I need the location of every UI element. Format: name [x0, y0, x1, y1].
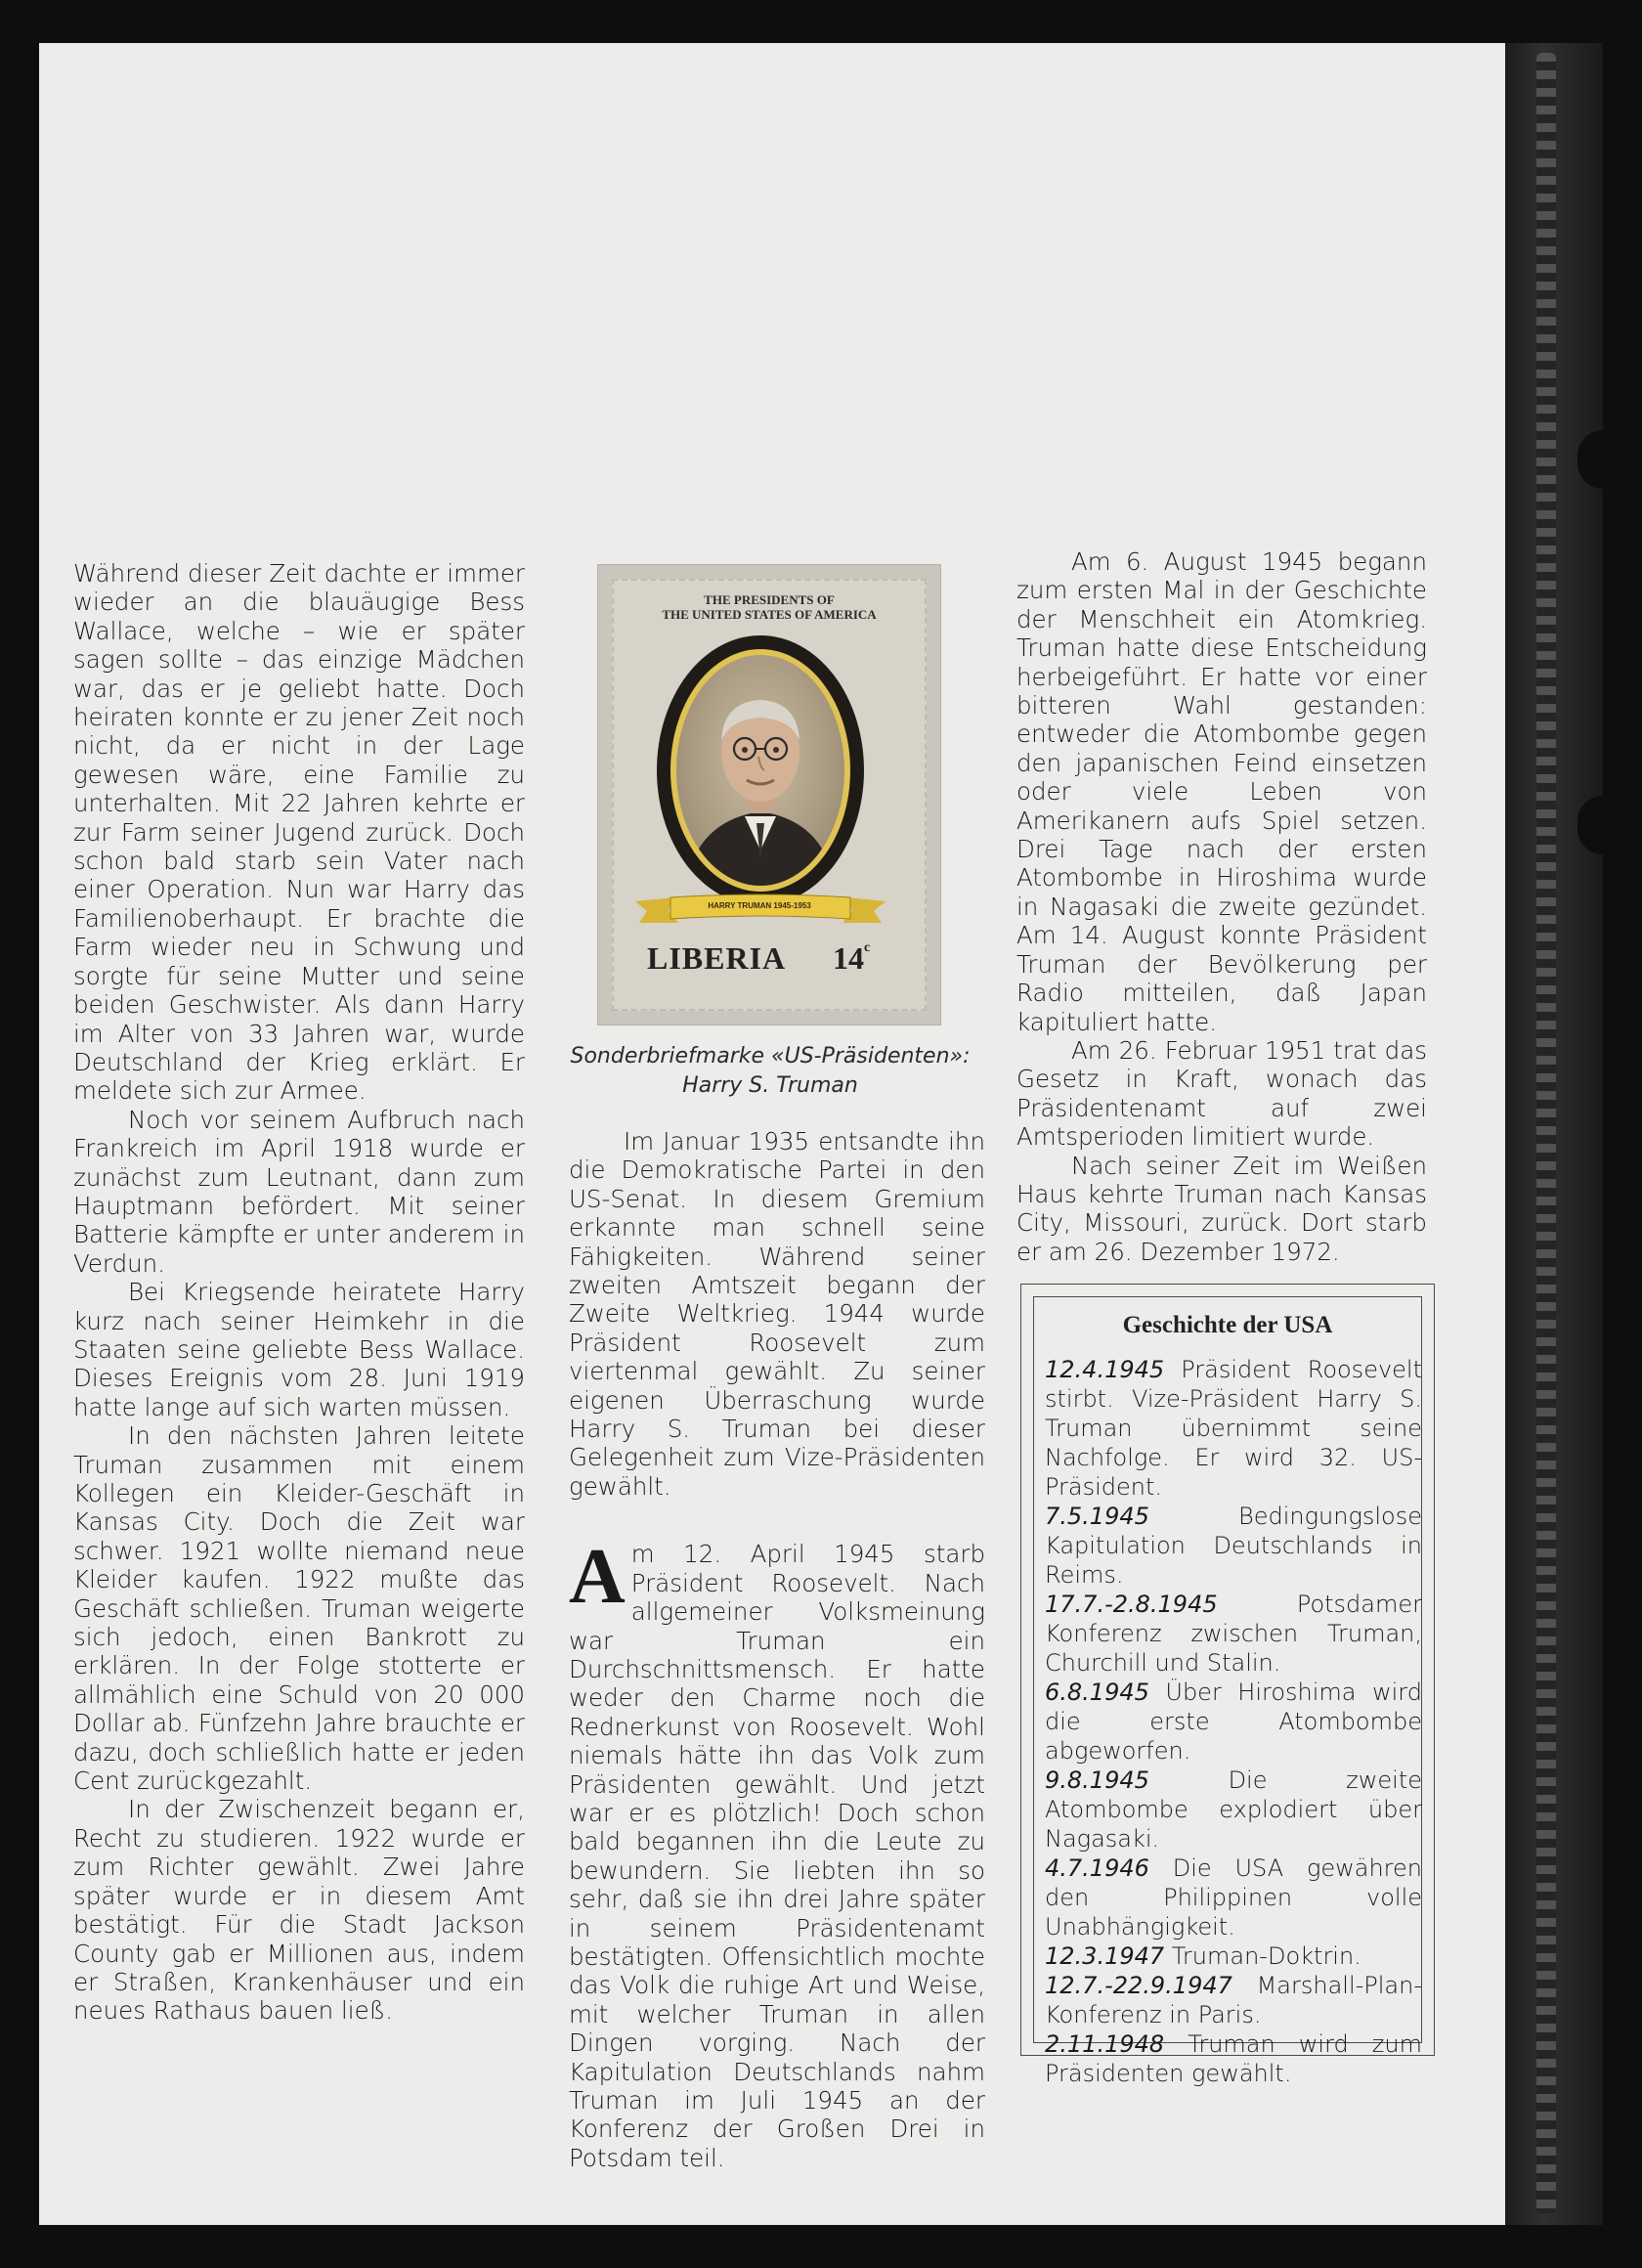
history-date: 4.7.1946 [1045, 1854, 1149, 1882]
history-date: 12.4.1945 [1045, 1356, 1165, 1383]
punch-hole [1577, 796, 1603, 854]
history-text: Bedingungslose Kapitulation Deutschlands in Reims. [1045, 1503, 1422, 1589]
stamp-country: LIBERIA [647, 940, 787, 976]
history-date: 9.8.1945 [1045, 1766, 1149, 1794]
history-entry [1045, 2029, 1422, 2088]
history-entry [1045, 1678, 1422, 1766]
paragraph: Im Januar 1935 entsandte ihn die Demokratische Partei in den US-Senat. In diesem Gremium erkannte man schnell seine Fähigkeiten. Während seiner zweiten Amtszeit begann der Zweite Weltkrieg. 1944 wurde Präsident Roosevelt zum viertenmal gewählt. Zu seiner eigenen Überraschung wurde Harry S. Truman bei dieser Gelegenheit zum Vize-Präsidenten gewählt. [569, 1127, 985, 1501]
history-entry [1045, 1854, 1422, 1941]
history-date: 12.3.1947 [1045, 1942, 1165, 1970]
banner-text: HARRY TRUMAN 1945-1953 [708, 901, 811, 910]
dropcap-text: m 12. April 1945 starb Präsident Roosevelt. Nach allgemeiner Volksmeinung war Truman ein Durchschnittsmensch. Er hatte weder den Charme noch die Rednerkunst von Roosevelt. Wohl niemals hätte ihn das Volk zum Präsidenten gewählt. Und jetzt war er es plötzlich! Doch schon bald begannen ihn die Leute zu bewundern. Sie liebten ihn so sehr, daß sie ihn drei Jahre später in seinem Präsidentenamt bestätigten. Offensichtlich mochte das Volk die ruhige Art und Weise, mit welcher Truman in allen Dingen vorging. Nach der Kapitulation Deutschlands nahm Truman im Juli 1945 an der Konferenz der Großen Drei in Potsdam teil. [569, 1540, 985, 2172]
history-text: Truman wird zum Präsidenten gewählt. [1045, 2030, 1422, 2087]
dropcap-paragraph [569, 1534, 985, 2172]
history-date: 17.7.-2.8.1945 [1045, 1591, 1218, 1618]
liberia-stamp-image [598, 565, 940, 1025]
punch-hole [1577, 430, 1603, 489]
stamp-value [833, 940, 870, 977]
history-entry [1045, 1766, 1422, 1854]
stamp-value-unit: c [864, 940, 871, 955]
history-date: 12.7.-22.9.1947 [1045, 1972, 1232, 1999]
history-entry [1045, 1941, 1422, 1971]
binder-edge [1505, 43, 1603, 2225]
paragraph: In der Zwischenzeit begann er, Recht zu studieren. 1922 wurde er zum Richter gewählt. Zwei Jahre später wurde er in diesem Amt bestätigt. Für die Stadt Jackson County gab er Millionen aus, indem er Straßen, Krankenhäuser und ein neues Rathaus bauen ließ. [73, 1795, 525, 2026]
paragraph: In den nächsten Jahren leitete Truman zusammen mit einem Kollegen ein Kleider-Geschäft in Kansas City. Doch die Zeit war schwer. 1921 wollte niemand neue Kleider kaufen. 1922 mußte das Geschäft schließen. Truman weigerte sich jedoch, einen Bankrott zu erklären. In der Folge stotterte er allmählich eine Schuld von 20 000 Dollar ab. Fünfzehn Jahre brauchte er dazu, doch schließlich hatte er jeden Cent zurückgezahlt. [73, 1421, 525, 1796]
history-entry [1045, 1355, 1422, 1502]
stamp-heading-line2: THE UNITED STATES OF AMERICA [662, 607, 877, 622]
text-column-2 [569, 1127, 985, 2172]
stamp-heading [598, 592, 940, 622]
name-banner [635, 894, 886, 927]
stamp-heading-line1: THE PRESIDENTS OF [704, 592, 835, 607]
history-text: Truman-Doktrin. [1171, 1942, 1361, 1970]
paragraph: Noch vor seinem Aufbruch nach Frankreich im April 1918 wurde er zunächst zum Leutnant, dann zum Hauptmann befördert. Mit seiner Batterie kämpfte er unter anderem in Verdun. [73, 1105, 525, 1278]
stamp-caption [555, 1042, 985, 1101]
history-text: Die zweite Atombombe explodiert über Nagasaki. [1045, 1766, 1422, 1853]
text-column-1 [73, 559, 525, 2026]
history-entry [1045, 1502, 1422, 1590]
caption-line1: Sonderbriefmarke «US-Präsidenten»: [570, 1044, 971, 1069]
binder-rail [1536, 53, 1556, 2213]
history-date: 7.5.1945 [1045, 1503, 1149, 1530]
history-box-title: Geschichte der USA [1122, 1312, 1333, 1338]
portrait-illustration [676, 655, 844, 886]
caption-line2: Harry S. Truman [682, 1073, 858, 1098]
stamp-value-number: 14 [833, 940, 864, 976]
text-column-3 [1016, 547, 1427, 1266]
paragraph: Am 6. August 1945 begann zum ersten Mal in der Geschichte der Menschheit ein Atomkrieg. Truman hatte diese Entscheidung herbeigeführt. Er hatte vor einer bitteren Wahl gestanden: entweder die Atombombe gegen den japanischen Feind einsetzen oder viele Leben von Amerikanern aufs Spiel setzen. Drei Tage nach der ersten Atombombe in Hiroshima wurde in Nagasaki die zweite gezündet. Am 14. August konnte Präsident Truman der Bevölkerung per Radio mitteilen, daß Japan kapituliert hatte. [1016, 547, 1427, 1036]
history-date: 2.11.1948 [1045, 2030, 1165, 2058]
paragraph: Bei Kriegsende heiratete Harry kurz nach seiner Heimkehr in die Staaten seine geliebte Bess Wallace. Dieses Ereignis vom 28. Juni 1919 hatte lange auf sich warten müssen. [73, 1278, 525, 1421]
history-text: Marshall-Plan-Konferenz in Paris. [1045, 1972, 1422, 2028]
history-box [1020, 1284, 1435, 2087]
history-text: Potsdamer Konferenz zwischen Truman, Churchill und Stalin. [1045, 1591, 1422, 1677]
history-text: Über Hiroshima wird die erste Atombombe abgeworfen. [1045, 1679, 1422, 1765]
history-list [1045, 1355, 1422, 2088]
history-text: Präsident Roosevelt stirbt. Vize-Präsident Harry S. Truman übernimmt seine Nachfolge. Er wird 32. US-Präsident. [1045, 1356, 1422, 1501]
paragraph: Während dieser Zeit dachte er immer wieder an die blauäugige Bess Wallace, welche – wie er später sagen sollte – das einzige Mädchen war, das er je geliebt hatte. Doch heiraten konnte er zu jener Zeit noch nicht, da er nicht in der Lage gewesen wäre, eine Familie zu unterhalten. Mit 22 Jahren kehrte er zur Farm seiner Jugend zurück. Doch schon bald starb sein Vater nach einer Operation. Nun war Harry das Familienoberhaupt. Er brachte die Farm wieder neu in Schwung und sorgte für seine Mutter und seine beiden Geschwister. Als dann Harry im Alter von 33 Jahren war, wurde Deutschland der Krieg erklärt. Er meldete sich zur Armee. [73, 559, 525, 1106]
paragraph: Nach seiner Zeit im Weißen Haus kehrte Truman nach Kansas City, Missouri, zurück. Dort starb er am 26. Dezember 1972. [1016, 1151, 1427, 1266]
history-date: 6.8.1945 [1045, 1679, 1149, 1706]
history-entry [1045, 1590, 1422, 1678]
paragraph: Am 26. Februar 1951 trat das Gesetz in Kraft, wonach das Präsidentenamt auf zwei Amtsperioden limitiert wurde. [1016, 1035, 1427, 1152]
history-text: Die USA gewähren den Philippinen volle Unabhängigkeit. [1045, 1854, 1422, 1941]
dropcap-letter: A [569, 1534, 626, 1621]
history-entry [1045, 1971, 1422, 2029]
truman-portrait [676, 655, 844, 886]
